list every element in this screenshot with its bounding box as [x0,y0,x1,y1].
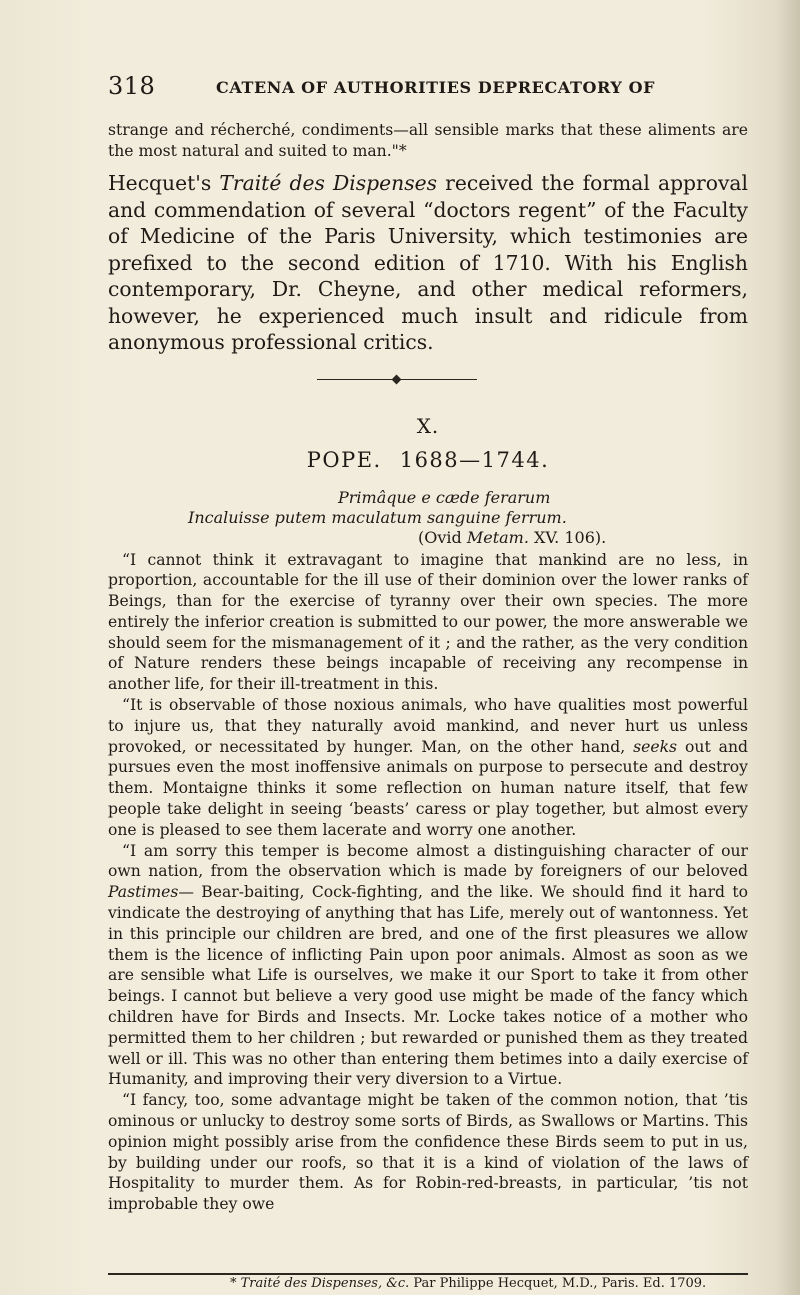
epigraph-line: Primâque e cæde ferarum [338,487,551,507]
quote-paragraph: “I fancy, too, some advantage might be taken of the common notion, that ’tis ominous or unlucky to destroy some sorts of Birds, as Swallows or Martins. This opinion might possibly arise from the confidence these Birds seem to put in us, by building under our roofs, so that it is a kind of violation of the laws of Hospitality to murder them. As for Robin-red-breasts, in particular, ’tis not improbable they owe [108,1091,748,1214]
epigraph-line: Incaluisse putem maculatum sanguine ferrum. [188,507,567,527]
hecquet-paragraph [108,170,748,356]
epigraph [108,488,748,548]
paragraph-text: received the formal approval and commendation of several “doctors regent” of the Faculty of Medicine of the Paris University, which testimonies are prefixed to the second edition of 1710. With his English contemporary, Dr. Cheyne, and other medical reformers, however, he experienced much insult and ridicule from anonymous professional critics. [108,171,748,354]
quote-paragraph: “It is observable of those noxious animals, who have qualities most powerful to injure us, that they naturally avoid mankind, and never hurt us unless provoked, or necessitated by hunger. Man, on the other hand, seeks out and pursues even the most inoffensive animals on purpose to persecute and destroy them. Montaigne thinks it some reflection on human nature itself, that few people take delight in seeing ‘beasts’ caress or play together, but almost every one is pleased to see them lacerate and worry one another. [108,696,749,839]
section-number: X. [416,413,440,438]
quote-paragraph: “I am sorry this temper is become almost a distinguishing character of our own nation, from the observation which is made by foreigners of our beloved Pastimes— Bear-baiting, Cock-fighting, and the like. We should find it hard to vindicate the destroying of anything that has Life, merely out of wantonness. Yet in this principle our children are bred, and one of the first pleasures we allow them is the licence of inflicting Pain upon poor animals. Almost as soon as we are sensible what Life is ourselves, we make it our Sport to take it from other beings. I cannot but believe a very good use might be made of the fancy which children have for Birds and Insects. Mr. Locke takes notice of a mother who permitted them to her children ; but rewarded or punished them as they treated well or ill. This was no other than entering them betimes into a daily exercise of Humanity, and improving their very diversion to a Virtue. [108,841,748,1089]
section-dates: 1688—1744. [399,447,550,472]
section-title [108,448,748,472]
running-head: CATENA OF AUTHORITIES DEPRECATORY OF [216,78,656,97]
page-body [108,120,748,1215]
footnote-rule [108,1273,748,1275]
page-number: 318 [108,72,156,100]
footnote: * Traité des Dispenses, &c. Par Philippe Hecquet, M.D., Paris. Ed. 1709. [230,1276,707,1291]
continued-paragraph: strange and récherché, condiments—all sensible marks that these aliments are the most natural and suited to man."* [108,121,748,160]
divider-ornament-icon [392,374,402,384]
page-header [108,72,748,102]
section-divider [108,366,748,390]
epigraph-source: (Ovid Metam. XV. 106). [418,527,607,547]
paragraph-text: Hecquet's [108,171,220,195]
section-author: POPE. [306,447,382,472]
quote-paragraph: “I cannot think it extravagant to imagine that mankind are no less, in proportion, accountable for the ill use of their dominion over the lower ranks of Beings, than for the exercise of tyranny over their own species. The more entirely the inferior creation is submitted to our power, the more answerable we should seem for the mismanagement of it ; and the rather, as the very condition of Nature renders these beings incapable of receiving any recompense in another life, for their ill-treatment in this. [108,550,748,694]
book-title: Traité des Dispenses [219,171,438,195]
